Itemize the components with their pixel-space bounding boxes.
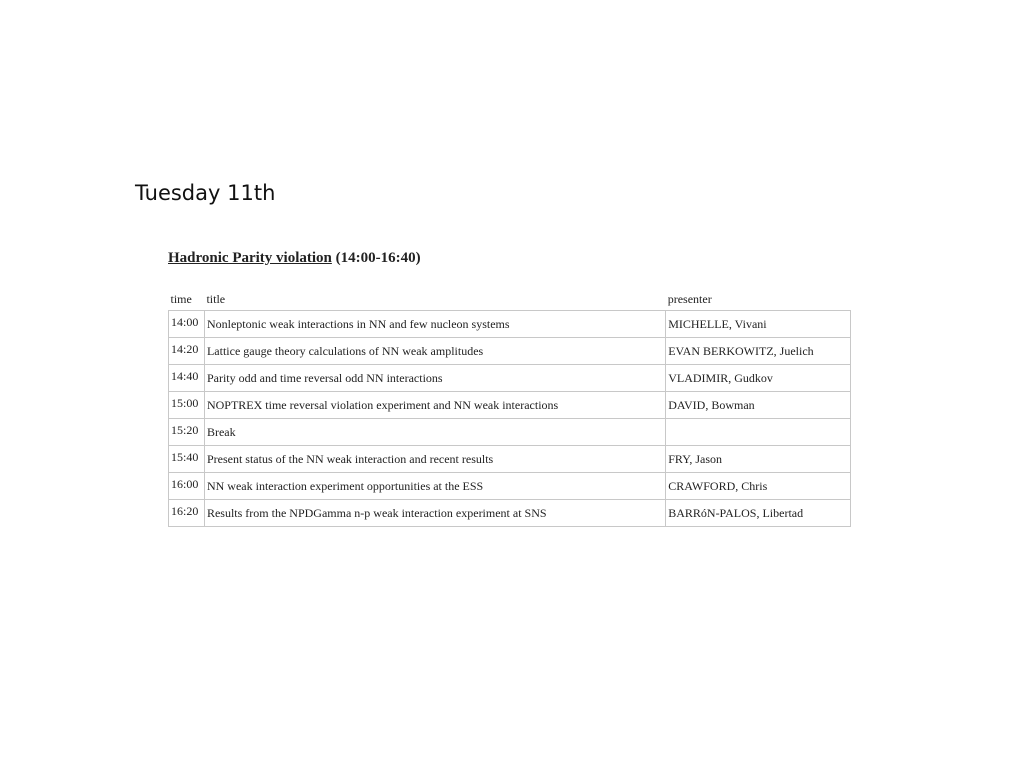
session-schedule <box>168 248 852 527</box>
table-row <box>169 419 851 446</box>
row-title: Present status of the NN weak interaction and recent results <box>204 446 665 473</box>
slide-title: Tuesday 11th <box>135 181 276 205</box>
table-row <box>169 311 851 338</box>
row-title: Nonleptonic weak interactions in NN and few nucleon systems <box>204 311 665 338</box>
row-time: 14:00 <box>169 311 205 338</box>
table-header-row <box>169 288 851 311</box>
row-title: NOPTREX time reversal violation experiment and NN weak interactions <box>204 392 665 419</box>
row-time: 14:40 <box>169 365 205 392</box>
row-title: Break <box>204 419 665 446</box>
header-title: title <box>206 291 226 306</box>
row-time: 15:20 <box>169 419 205 446</box>
table-row <box>169 365 851 392</box>
row-time: 15:40 <box>169 446 205 473</box>
row-time: 16:20 <box>169 500 205 527</box>
row-time: 15:00 <box>169 392 205 419</box>
session-heading <box>168 248 852 268</box>
row-time: 14:20 <box>169 338 205 365</box>
row-presenter: MICHELLE, Vivani <box>666 311 851 338</box>
header-time: time <box>170 291 192 306</box>
row-presenter: CRAWFORD, Chris <box>666 473 851 500</box>
session-name: Hadronic Parity violation <box>168 250 332 266</box>
table-row <box>169 392 851 419</box>
row-presenter: DAVID, Bowman <box>666 392 851 419</box>
row-time: 16:00 <box>169 473 205 500</box>
row-presenter: BARRóN-PALOS, Libertad <box>666 500 851 527</box>
table-row <box>169 500 851 527</box>
header-presenter: presenter <box>667 291 712 306</box>
program-table <box>168 288 851 527</box>
row-title: NN weak interaction experiment opportunities at the ESS <box>204 473 665 500</box>
row-presenter: EVAN BERKOWITZ, Juelich <box>666 338 851 365</box>
row-title: Results from the NPDGamma n-p weak interaction experiment at SNS <box>204 500 665 527</box>
row-title: Lattice gauge theory calculations of NN weak amplitudes <box>204 338 665 365</box>
table-row <box>169 446 851 473</box>
row-presenter <box>666 419 851 446</box>
table-row <box>169 473 851 500</box>
row-presenter: FRY, Jason <box>666 446 851 473</box>
session-time-range: (14:00-16:40) <box>335 250 421 266</box>
table-row <box>169 338 851 365</box>
row-title: Parity odd and time reversal odd NN interactions <box>204 365 665 392</box>
row-presenter: VLADIMIR, Gudkov <box>666 365 851 392</box>
